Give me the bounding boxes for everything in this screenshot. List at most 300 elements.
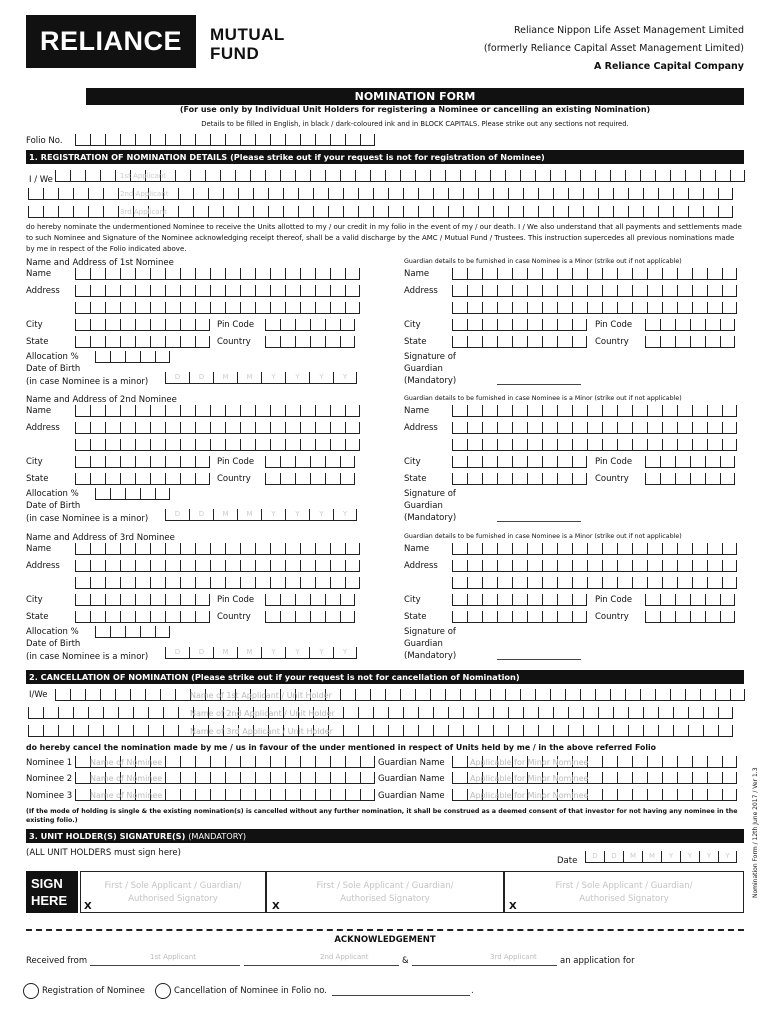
char-box	[677, 577, 692, 589]
guardian2-address-line1[interactable]	[452, 422, 737, 434]
char-box	[255, 577, 270, 589]
nominee1-country-input[interactable]	[265, 336, 355, 348]
char-box	[270, 756, 285, 768]
char-box	[467, 611, 482, 623]
char-box	[617, 405, 632, 417]
char-box	[135, 611, 150, 623]
char-box	[557, 302, 572, 314]
char-box	[285, 789, 300, 801]
registration-option-label: Registration of Nominee	[42, 986, 145, 996]
char-box	[587, 789, 602, 801]
char-box	[482, 439, 497, 451]
nominee1-state-input[interactable]	[75, 336, 210, 348]
char-box	[110, 488, 125, 500]
nominee2-state-input[interactable]	[75, 473, 210, 485]
char-box	[255, 405, 270, 417]
char-box	[617, 285, 632, 297]
char-box	[707, 268, 722, 280]
nominee1-name-input[interactable]	[75, 268, 360, 280]
dob-box: M	[237, 372, 261, 384]
char-box	[512, 285, 527, 297]
char-box	[482, 560, 497, 572]
char-box	[120, 319, 135, 331]
nominee3-allocation-input[interactable]	[95, 626, 170, 638]
char-box	[110, 351, 125, 363]
char-box	[602, 268, 617, 280]
holder3-hint: 3rd Applicant	[120, 208, 167, 216]
char-box	[75, 268, 90, 280]
char-box	[692, 405, 707, 417]
char-box	[75, 285, 90, 297]
char-box	[330, 285, 345, 297]
char-box	[692, 422, 707, 434]
char-box	[452, 594, 467, 606]
char-box	[602, 422, 617, 434]
guardian3-address-line2[interactable]	[452, 577, 737, 589]
char-box	[467, 336, 482, 348]
char-box	[572, 577, 587, 589]
char-box	[452, 439, 467, 451]
nominee1-address-line1[interactable]	[75, 285, 360, 297]
char-box	[512, 577, 527, 589]
form-subtitle: (For use only by Individual Unit Holders for registering a Nominee or cancelling an existing Nomination)	[179, 105, 651, 114]
char-box	[210, 422, 225, 434]
char-box	[632, 302, 647, 314]
char-box	[602, 405, 617, 417]
nominee2-name-label: Name	[26, 406, 52, 416]
char-box	[557, 439, 572, 451]
char-box	[722, 405, 737, 417]
nominee2-country-input[interactable]	[265, 473, 355, 485]
section1-note: (Please strike out if your request is not for registration of Nominee)	[230, 152, 545, 162]
char-box	[75, 594, 90, 606]
guardian1-address-line1[interactable]	[452, 285, 737, 297]
nominee2-name-input[interactable]	[75, 405, 360, 417]
date-box: Y	[661, 851, 680, 863]
char-box	[675, 336, 690, 348]
char-box	[315, 302, 330, 314]
nominee2-pin-input[interactable]	[265, 456, 355, 468]
guardian3-signature-line[interactable]	[497, 659, 581, 660]
guardian3-address-line1[interactable]	[452, 560, 737, 572]
application-for-label: an application for	[560, 956, 635, 966]
date-box: Y	[680, 851, 699, 863]
cancel-holder3-hint: Name of 3rd Applicant / Unit Holder	[190, 727, 333, 736]
char-box	[632, 789, 647, 801]
nominee2-address-label: Address	[26, 423, 60, 433]
char-box	[255, 422, 270, 434]
nominee3-country-input[interactable]	[265, 611, 355, 623]
char-box	[255, 302, 270, 314]
nominee1-dob-input[interactable]	[165, 372, 357, 384]
nominee3-state-input[interactable]	[75, 611, 210, 623]
guardian1-heading: Guardian details to be furnished in case Nominee is a Minor (strike out if not applicable)	[404, 258, 682, 265]
guardian3-sig-label3: (Mandatory)	[404, 651, 457, 661]
guardian2-sig-label1: Signature of	[404, 489, 456, 499]
char-box	[255, 268, 270, 280]
char-box	[705, 594, 720, 606]
nominee3-address-line1[interactable]	[75, 560, 360, 572]
char-box	[265, 336, 280, 348]
char-box	[330, 302, 345, 314]
char-box	[705, 611, 720, 623]
nominee3-state-label: State	[26, 612, 49, 622]
ack-applicant3-line[interactable]	[412, 965, 557, 966]
char-box	[497, 439, 512, 451]
date-box: M	[623, 851, 642, 863]
char-box	[120, 405, 135, 417]
char-box	[195, 319, 210, 331]
char-box	[705, 473, 720, 485]
cancellation-radio[interactable]	[155, 983, 171, 999]
nominee3-pin-input[interactable]	[265, 594, 355, 606]
char-box	[270, 772, 285, 784]
char-box	[542, 405, 557, 417]
char-box	[165, 422, 180, 434]
char-box	[225, 772, 240, 784]
char-box	[482, 594, 497, 606]
nominee1-dob-label: Date of Birth	[26, 364, 81, 374]
char-box	[572, 473, 587, 485]
char-box	[497, 594, 512, 606]
guardian2-country-input[interactable]	[645, 473, 735, 485]
char-box	[240, 439, 255, 451]
nominee1-address-line2[interactable]	[75, 302, 360, 314]
ack-amp: &	[402, 956, 409, 966]
guardian2-state-label: State	[404, 474, 427, 484]
char-box	[165, 319, 180, 331]
char-box	[150, 473, 165, 485]
char-box	[270, 543, 285, 555]
nominee1-city-input[interactable]	[75, 319, 210, 331]
char-box	[707, 789, 722, 801]
char-box	[155, 626, 170, 638]
nominee3-city-input[interactable]	[75, 594, 210, 606]
char-box	[195, 789, 210, 801]
char-box	[90, 473, 105, 485]
ack-applicant1-line[interactable]	[90, 965, 240, 966]
nominee2-state-label: State	[26, 474, 49, 484]
char-box	[180, 473, 195, 485]
char-box	[467, 577, 482, 589]
section3-note: (MANDATORY)	[188, 831, 247, 841]
char-box	[497, 456, 512, 468]
company-line-2: (formerly Reliance Capital Asset Management Limited)	[483, 43, 744, 54]
char-box	[452, 336, 467, 348]
iwe-label: I / We	[29, 175, 53, 185]
char-box	[557, 422, 572, 434]
cancel-holder2-input[interactable]	[28, 707, 733, 719]
char-box	[240, 772, 255, 784]
char-box	[660, 594, 675, 606]
nominee2-address-line1[interactable]	[75, 422, 360, 434]
char-box	[632, 405, 647, 417]
char-box	[647, 577, 662, 589]
guardian2-city-input[interactable]	[452, 456, 587, 468]
char-box	[527, 302, 542, 314]
char-box	[467, 405, 482, 417]
char-box	[300, 756, 315, 768]
char-box	[210, 439, 225, 451]
char-box	[120, 611, 135, 623]
char-box	[662, 772, 677, 784]
sigbox1-line1: First / Sole Applicant / Guardian/	[104, 881, 242, 891]
char-box	[467, 560, 482, 572]
char-box	[345, 405, 360, 417]
char-box	[617, 560, 632, 572]
received-from-label: Received from	[26, 956, 88, 966]
char-box	[330, 439, 345, 451]
char-box	[602, 439, 617, 451]
char-box	[705, 336, 720, 348]
char-box	[105, 577, 120, 589]
char-box	[255, 772, 270, 784]
guardian1-signature-line[interactable]	[497, 384, 581, 385]
nominee1-allocation-input[interactable]	[95, 351, 170, 363]
char-box	[265, 611, 280, 623]
char-box	[75, 756, 90, 768]
char-box	[512, 268, 527, 280]
char-box	[690, 611, 705, 623]
dob-box: Y	[285, 509, 309, 521]
char-box	[542, 336, 557, 348]
char-box	[690, 594, 705, 606]
guardian1-city-input[interactable]	[452, 319, 587, 331]
char-box	[285, 439, 300, 451]
guardian2-name-input[interactable]	[452, 405, 737, 417]
char-box	[512, 302, 527, 314]
signature-box-1[interactable]	[80, 871, 266, 913]
char-box	[195, 405, 210, 417]
nominee1-allocation-label: Allocation %	[26, 352, 79, 362]
section3-title: 3. UNIT HOLDER(S) SIGNATURE(S)	[29, 831, 186, 841]
guardian3-country-input[interactable]	[645, 611, 735, 623]
char-box	[90, 405, 105, 417]
char-box	[542, 456, 557, 468]
nominee1-country-label: Country	[217, 337, 251, 347]
char-box	[467, 594, 482, 606]
guardian1-address-line2[interactable]	[452, 302, 737, 314]
char-box	[180, 756, 195, 768]
guardian1-pin-label: Pin Code	[595, 320, 633, 330]
char-box	[295, 594, 310, 606]
char-box	[482, 543, 497, 555]
nominee2-city-input[interactable]	[75, 456, 210, 468]
char-box	[662, 756, 677, 768]
char-box	[557, 319, 572, 331]
char-box	[692, 268, 707, 280]
guardian2-address-line2[interactable]	[452, 439, 737, 451]
dob-box: D	[189, 647, 213, 659]
char-box	[225, 285, 240, 297]
char-box	[105, 611, 120, 623]
nominee3-country-label: Country	[217, 612, 251, 622]
char-box	[300, 285, 315, 297]
char-box	[310, 456, 325, 468]
guardian2-city-label: City	[404, 457, 421, 467]
char-box	[527, 543, 542, 555]
guardian2-signature-line[interactable]	[497, 521, 581, 522]
char-box	[225, 789, 240, 801]
char-box	[452, 560, 467, 572]
char-box	[165, 577, 180, 589]
nominee3-address-line2[interactable]	[75, 577, 360, 589]
char-box	[720, 336, 735, 348]
char-box	[722, 422, 737, 434]
nominee2-dob-input[interactable]	[165, 509, 357, 521]
char-box	[452, 577, 467, 589]
folio-input[interactable]	[75, 134, 375, 146]
cancel-holder1-input[interactable]	[55, 689, 745, 701]
char-box	[722, 560, 737, 572]
char-box	[497, 285, 512, 297]
guardian3-pin-input[interactable]	[645, 594, 735, 606]
char-box	[265, 594, 280, 606]
char-box	[105, 336, 120, 348]
char-box	[150, 319, 165, 331]
char-box	[210, 302, 225, 314]
char-box	[602, 543, 617, 555]
signature-box-3[interactable]	[504, 871, 744, 913]
char-box	[647, 560, 662, 572]
char-box	[617, 577, 632, 589]
char-box	[452, 319, 467, 331]
char-box	[135, 268, 150, 280]
char-box	[325, 456, 340, 468]
char-box	[572, 560, 587, 572]
dob-box: Y	[309, 509, 333, 521]
registration-radio[interactable]	[23, 983, 39, 999]
char-box	[280, 594, 295, 606]
cancel-guardian1-label: Guardian Name	[378, 758, 445, 768]
char-box	[572, 439, 587, 451]
guardian3-name-input[interactable]	[452, 543, 737, 555]
char-box	[497, 268, 512, 280]
char-box	[467, 285, 482, 297]
char-box	[280, 456, 295, 468]
guardian2-state-input[interactable]	[452, 473, 587, 485]
char-box	[300, 543, 315, 555]
char-box	[602, 285, 617, 297]
nominee1-pin-input[interactable]	[265, 319, 355, 331]
signature-box-2[interactable]	[266, 871, 504, 913]
char-box	[647, 302, 662, 314]
char-box	[452, 285, 467, 297]
char-box	[452, 268, 467, 280]
char-box	[270, 789, 285, 801]
char-box	[285, 405, 300, 417]
char-box	[135, 336, 150, 348]
char-box	[497, 302, 512, 314]
ack-applicant2-line[interactable]	[244, 965, 399, 966]
guardian3-state-input[interactable]	[452, 611, 587, 623]
char-box	[195, 611, 210, 623]
guardian2-pin-input[interactable]	[645, 456, 735, 468]
guardian1-pin-input[interactable]	[645, 319, 735, 331]
char-box	[660, 473, 675, 485]
section2-note: (Please strike out if your request is not for cancellation of Nomination)	[191, 672, 520, 682]
char-box	[647, 405, 662, 417]
char-box	[330, 560, 345, 572]
guardian1-state-input[interactable]	[452, 336, 587, 348]
char-box	[692, 439, 707, 451]
dob-box: Y	[309, 647, 333, 659]
char-box	[677, 285, 692, 297]
guardian1-country-input[interactable]	[645, 336, 735, 348]
guardian1-sig-label3: (Mandatory)	[404, 376, 457, 386]
char-box	[195, 422, 210, 434]
char-box	[452, 611, 467, 623]
ack-folio-line[interactable]	[332, 995, 470, 996]
cancel-nominee3-label: Nominee 3	[26, 791, 73, 801]
guardian3-country-label: Country	[595, 612, 629, 622]
char-box	[340, 473, 355, 485]
char-box	[155, 488, 170, 500]
char-box	[180, 789, 195, 801]
guardian3-city-input[interactable]	[452, 594, 587, 606]
nominee3-dob-input[interactable]	[165, 647, 357, 659]
dob-box: Y	[261, 372, 285, 384]
char-box	[255, 285, 270, 297]
char-box	[617, 756, 632, 768]
char-box	[527, 577, 542, 589]
char-box	[210, 268, 225, 280]
char-box	[690, 336, 705, 348]
char-box	[542, 285, 557, 297]
char-box	[677, 772, 692, 784]
char-box	[572, 405, 587, 417]
char-box	[345, 577, 360, 589]
char-box	[165, 405, 180, 417]
char-box	[255, 756, 270, 768]
char-box	[707, 560, 722, 572]
char-box	[707, 302, 722, 314]
char-box	[225, 543, 240, 555]
char-box	[527, 268, 542, 280]
guardian1-sig-label1: Signature of	[404, 352, 456, 362]
guardian3-name-label: Name	[404, 544, 430, 554]
guardian2-sig-label3: (Mandatory)	[404, 513, 457, 523]
char-box	[315, 422, 330, 434]
nominee2-address-line2[interactable]	[75, 439, 360, 451]
guardian3-sig-label2: Guardian	[404, 639, 443, 649]
char-box	[125, 626, 140, 638]
guardian1-name-input[interactable]	[452, 268, 737, 280]
char-box	[675, 456, 690, 468]
char-box	[340, 594, 355, 606]
char-box	[632, 560, 647, 572]
char-box	[542, 302, 557, 314]
nominee3-name-input[interactable]	[75, 543, 360, 555]
char-box	[467, 473, 482, 485]
sign-date-label: Date	[557, 856, 578, 866]
char-box	[270, 560, 285, 572]
char-box	[345, 560, 360, 572]
cancel-holder3-input[interactable]	[28, 725, 733, 737]
nominee2-allocation-input[interactable]	[95, 488, 170, 500]
cancel-holder1-hint: Name of 1st Applicant / Unit Holder	[190, 691, 332, 700]
char-box	[165, 302, 180, 314]
char-box	[105, 456, 120, 468]
sign-date-input[interactable]	[585, 851, 737, 863]
char-box	[647, 772, 662, 784]
char-box	[180, 560, 195, 572]
char-box	[647, 439, 662, 451]
char-box	[195, 302, 210, 314]
char-box	[210, 577, 225, 589]
dob-box: D	[189, 509, 213, 521]
char-box	[705, 319, 720, 331]
